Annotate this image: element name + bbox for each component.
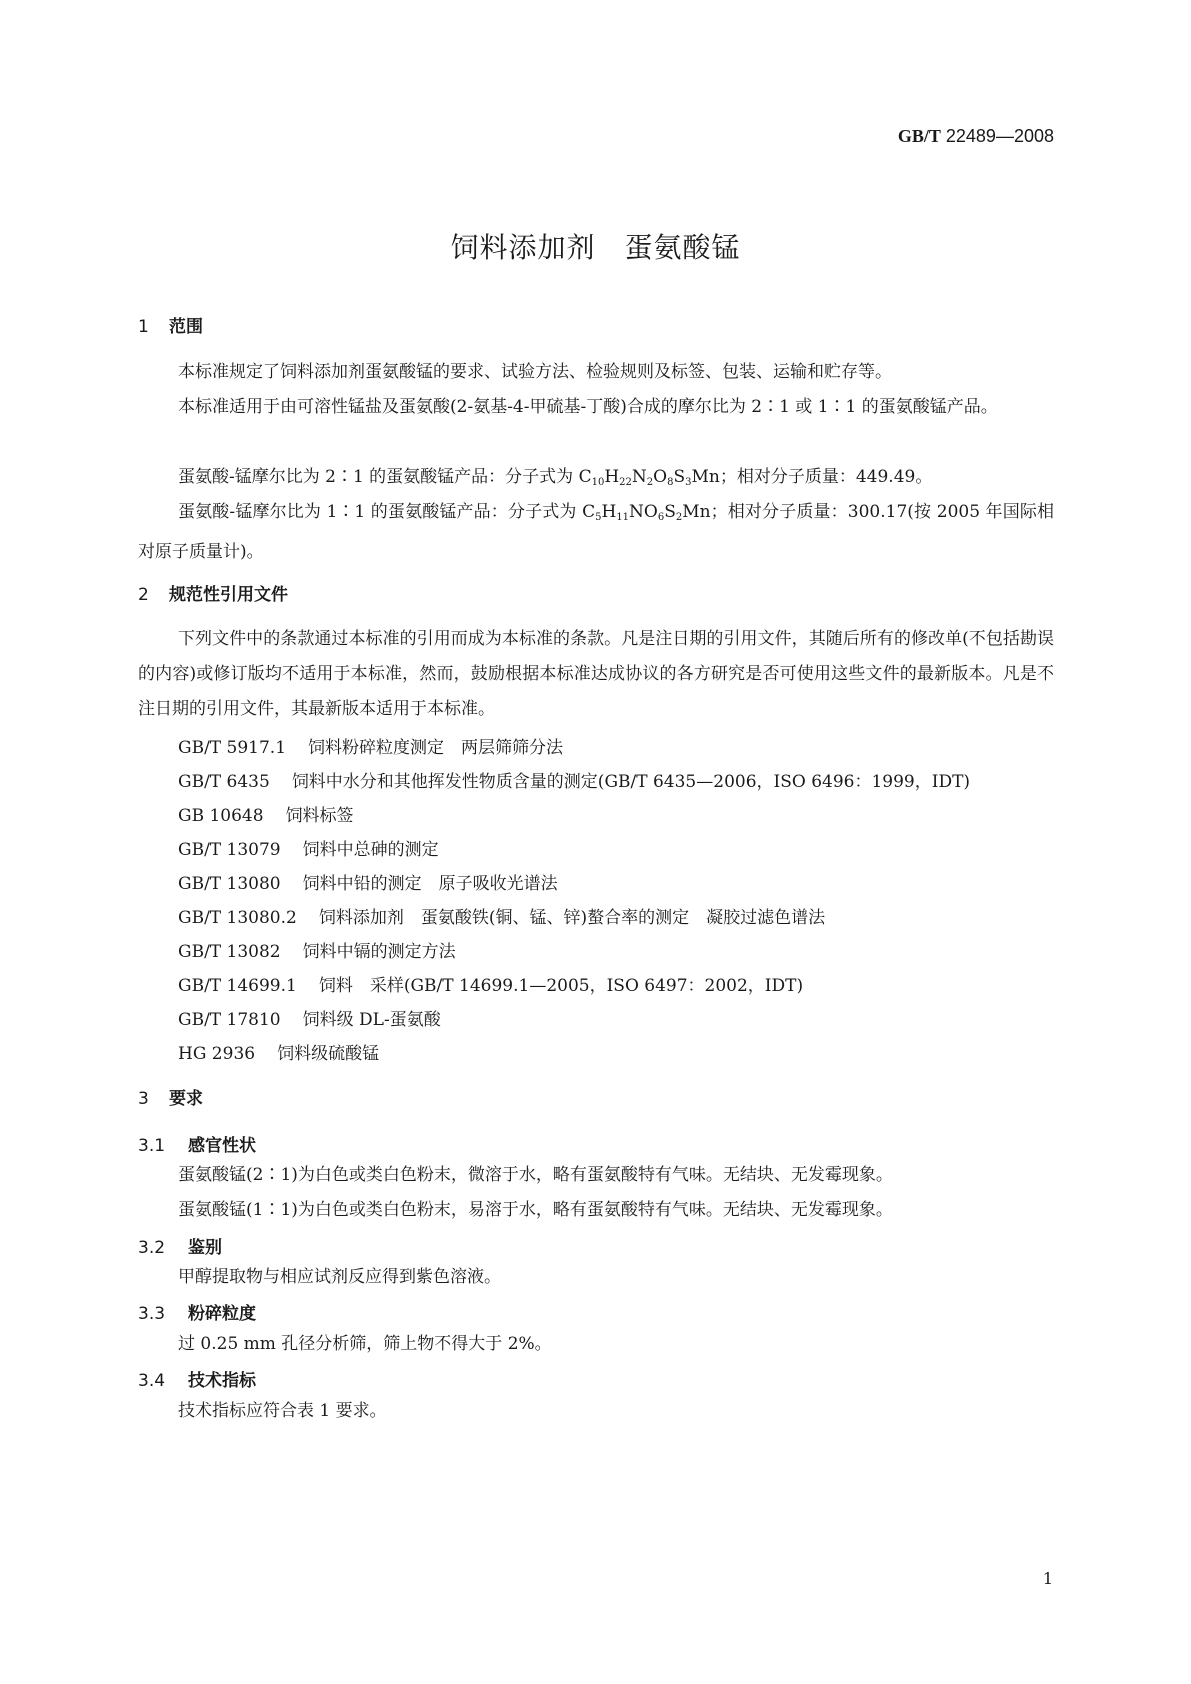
reference-item — [178, 903, 825, 928]
normative-intro: 下列文件中的条款通过本标准的引用而成为本标准的条款。凡是注日期的引用文件，其随后所有的修改单(不包括勘误的内容)或修订版均不适用于本标准，然而，鼓励根据本标准达成协议的各方研究是否可使用这些文件的最新版本。凡是不注日期的引用文件，其最新版本适用于本标准。 — [138, 629, 1054, 719]
section-title: 鉴别 — [188, 1238, 222, 1258]
scope-paragraph-4-tail: ；相对分子质量：300.17(按 2005 年国际相对原子质量计)。 — [138, 502, 1054, 562]
reference-title: 饲料中镉的测定方法 — [302, 942, 456, 962]
sensory-paragraph-1: 蛋氨酸锰(2∶1)为白色或类白色粉末，微溶于水，略有蛋氨酸特有气味。无结块、无发霉现象。 — [178, 1165, 893, 1185]
section-number: 2 — [138, 585, 149, 605]
reference-code: GB/T 13080.2 — [178, 908, 297, 928]
section-title: 技术指标 — [188, 1371, 256, 1391]
section-title: 规范性引用文件 — [169, 585, 288, 605]
section-title: 感官性状 — [188, 1136, 256, 1156]
standard-number — [898, 126, 1054, 147]
reference-item — [178, 1005, 441, 1030]
section-number: 3 — [138, 1089, 149, 1109]
reference-item — [178, 869, 558, 894]
page-number: 1 — [1042, 1569, 1053, 1588]
reference-code: HG 2936 — [178, 1044, 256, 1064]
section-1-heading — [138, 312, 203, 337]
reference-item — [178, 937, 456, 962]
document-title: 饲料添加剂 蛋氨酸锰 — [450, 231, 741, 264]
section-3-4-heading — [138, 1366, 256, 1391]
reference-title: 饲料中铅的测定 原子吸收光谱法 — [302, 874, 558, 894]
scope-paragraph-3-lead: 蛋氨酸-锰摩尔比为 2∶1 的蛋氨酸锰产品：分子式为 — [178, 467, 579, 487]
section-number: 1 — [138, 317, 149, 337]
reference-code: GB/T 14699.1 — [178, 976, 297, 996]
reference-code: GB/T 5917.1 — [178, 738, 287, 758]
scope-paragraph-4 — [138, 495, 1054, 570]
section-3-3-heading — [138, 1299, 256, 1324]
reference-title: 饲料标签 — [285, 806, 354, 826]
reference-item — [178, 971, 803, 996]
section-number: 3.2 — [138, 1238, 166, 1258]
reference-item — [178, 801, 354, 826]
section-title: 粉碎粒度 — [188, 1304, 256, 1324]
formula-1-1: $C_5H_{11}NO_6S_2Mn$ — [582, 502, 711, 523]
reference-code: GB 10648 — [178, 806, 264, 826]
reference-code: GB/T 13080 — [178, 874, 281, 894]
section-number: 3.4 — [138, 1371, 166, 1391]
reference-title: 饲料添加剂 蛋氨酸铁(铜、锰、锌)螯合率的测定 凝胶过滤色谱法 — [318, 908, 826, 928]
technical-paragraph: 技术指标应符合表 1 要求。 — [178, 1401, 387, 1421]
section-3-1-heading — [138, 1131, 256, 1156]
scope-paragraph-2: 本标准适用于由可溶性锰盐及蛋氨酸(2-氨基-4-甲硫基-丁酸)合成的摩尔比为 2∶1 或 1∶1 的蛋氨酸锰产品。 — [178, 397, 998, 417]
standard-prefix: GB/T — [897, 126, 941, 146]
reference-item — [178, 767, 970, 792]
fineness-paragraph: 过 0.25 mm 孔径分析筛，筛上物不得大于 2%。 — [178, 1334, 552, 1354]
reference-item — [178, 835, 439, 860]
reference-title: 饲料中水分和其他挥发性物质含量的测定(GB/T 6435—2006，ISO 6496：1999，IDT) — [291, 772, 971, 792]
identification-paragraph: 甲醇提取物与相应试剂反应得到紫色溶液。 — [178, 1267, 501, 1287]
reference-item — [178, 733, 563, 758]
scope-paragraph-1: 本标准规定了饲料添加剂蛋氨酸锰的要求、试验方法、检验规则及标签、包装、运输和贮存等。 — [178, 362, 892, 382]
reference-title: 饲料级 DL-蛋氨酸 — [302, 1010, 441, 1030]
section-2-heading — [138, 580, 288, 605]
scope-paragraph-3-tail: ；相对分子质量：449.49。 — [719, 467, 933, 487]
reference-title: 饲料中总砷的测定 — [302, 840, 439, 860]
section-number: 3.1 — [138, 1136, 166, 1156]
formula-2-1: $C_{10}H_{22}N_2O_8S_3Mn$ — [578, 467, 720, 488]
reference-code: GB/T 13082 — [178, 942, 281, 962]
section-number: 3.3 — [138, 1304, 166, 1324]
sensory-paragraph-2: 蛋氨酸锰(1∶1)为白色或类白色粉末，易溶于水，略有蛋氨酸特有气味。无结块、无发霉现象。 — [178, 1200, 893, 1220]
reference-title: 饲料粉碎粒度测定 两层筛筛分法 — [308, 738, 564, 758]
scope-paragraph-4-lead: 蛋氨酸-锰摩尔比为 1∶1 的蛋氨酸锰产品：分子式为 — [178, 502, 583, 522]
reference-code: GB/T 13079 — [178, 840, 281, 860]
standard-code: 22489—2008 — [945, 126, 1054, 146]
section-title: 要求 — [169, 1089, 203, 1109]
section-title: 范围 — [169, 317, 203, 337]
scope-paragraph-3 — [138, 460, 1054, 500]
reference-item — [178, 1039, 379, 1064]
reference-title: 饲料 采样(GB/T 14699.1—2005，ISO 6497：2002，IDT) — [318, 976, 804, 996]
reference-code: GB/T 17810 — [178, 1010, 281, 1030]
reference-title: 饲料级硫酸锰 — [277, 1044, 380, 1064]
section-3-heading — [138, 1084, 203, 1109]
section-3-2-heading — [138, 1233, 222, 1258]
reference-code: GB/T 6435 — [178, 772, 270, 792]
